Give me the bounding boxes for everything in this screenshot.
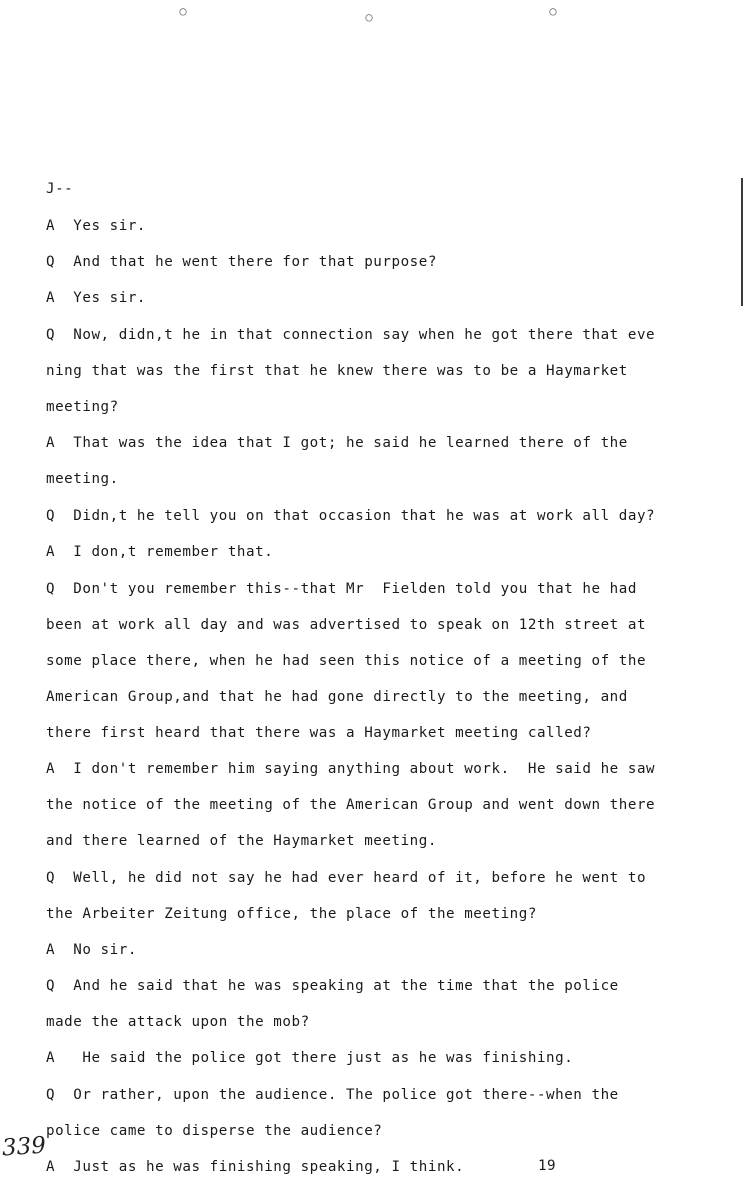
question-line: Q Now, didn,t he in that connection say when he got there that eve	[46, 327, 656, 343]
answer-line: A Just as he was finishing speaking, I think.	[46, 1159, 465, 1175]
answer-line: A No sir.	[46, 942, 137, 958]
punch-hole-mark: ○	[179, 4, 187, 18]
margin-rule	[741, 178, 743, 306]
handwritten-page-note: 339	[1, 1132, 47, 1162]
section-heading: J--	[46, 181, 74, 197]
answer-line: A He said the police got there just as he was finishing.	[46, 1050, 574, 1066]
transcript-line: American Group,and that he had gone directly to the meeting, and	[46, 689, 628, 705]
transcript-line: ning that was the first that he knew there was to be a Haymarket	[46, 363, 628, 379]
answer-line: A That was the idea that I got; he said he learned there of the	[46, 435, 628, 451]
question-line: Q Don't you remember this--that Mr Fielden told you that he had	[46, 581, 637, 597]
transcript-line: and there learned of the Haymarket meeting.	[46, 833, 437, 849]
question-line: Q And he said that he was speaking at the time that the police	[46, 978, 619, 994]
transcript-line: police came to disperse the audience?	[46, 1123, 383, 1139]
transcript-line: the notice of the meeting of the American Group and went down there	[46, 797, 656, 813]
question-line: Q Well, he did not say he had ever heard of it, before he went to	[46, 870, 647, 886]
question-line: Q And that he went there for that purpose?	[46, 254, 437, 270]
transcript-line: been at work all day and was advertised to speak on 12th street at	[46, 617, 647, 633]
answer-line: A Yes sir.	[46, 218, 147, 234]
transcript-line: meeting?	[46, 399, 119, 415]
transcript-line: made the attack upon the mob?	[46, 1014, 310, 1030]
answer-line: A I don,t remember that.	[46, 544, 274, 560]
question-line: Q Didn,t he tell you on that occasion that he was at work all day?	[46, 508, 656, 524]
transcript-line: some place there, when he had seen this notice of a meeting of the	[46, 653, 647, 669]
punch-hole-mark: ○	[365, 10, 373, 24]
answer-line: A I don't remember him saying anything about work. He said he saw	[46, 761, 656, 777]
transcript-line: meeting.	[46, 471, 119, 487]
punch-hole-mark: ○	[549, 4, 557, 18]
transcript-line: the Arbeiter Zeitung office, the place of the meeting?	[46, 906, 537, 922]
question-line: Q Or rather, upon the audience. The police got there--when the	[46, 1087, 619, 1103]
page-number: 19	[538, 1158, 557, 1174]
transcript-line: there first heard that there was a Haymarket meeting called?	[46, 725, 592, 741]
answer-line: A Yes sir.	[46, 290, 147, 306]
